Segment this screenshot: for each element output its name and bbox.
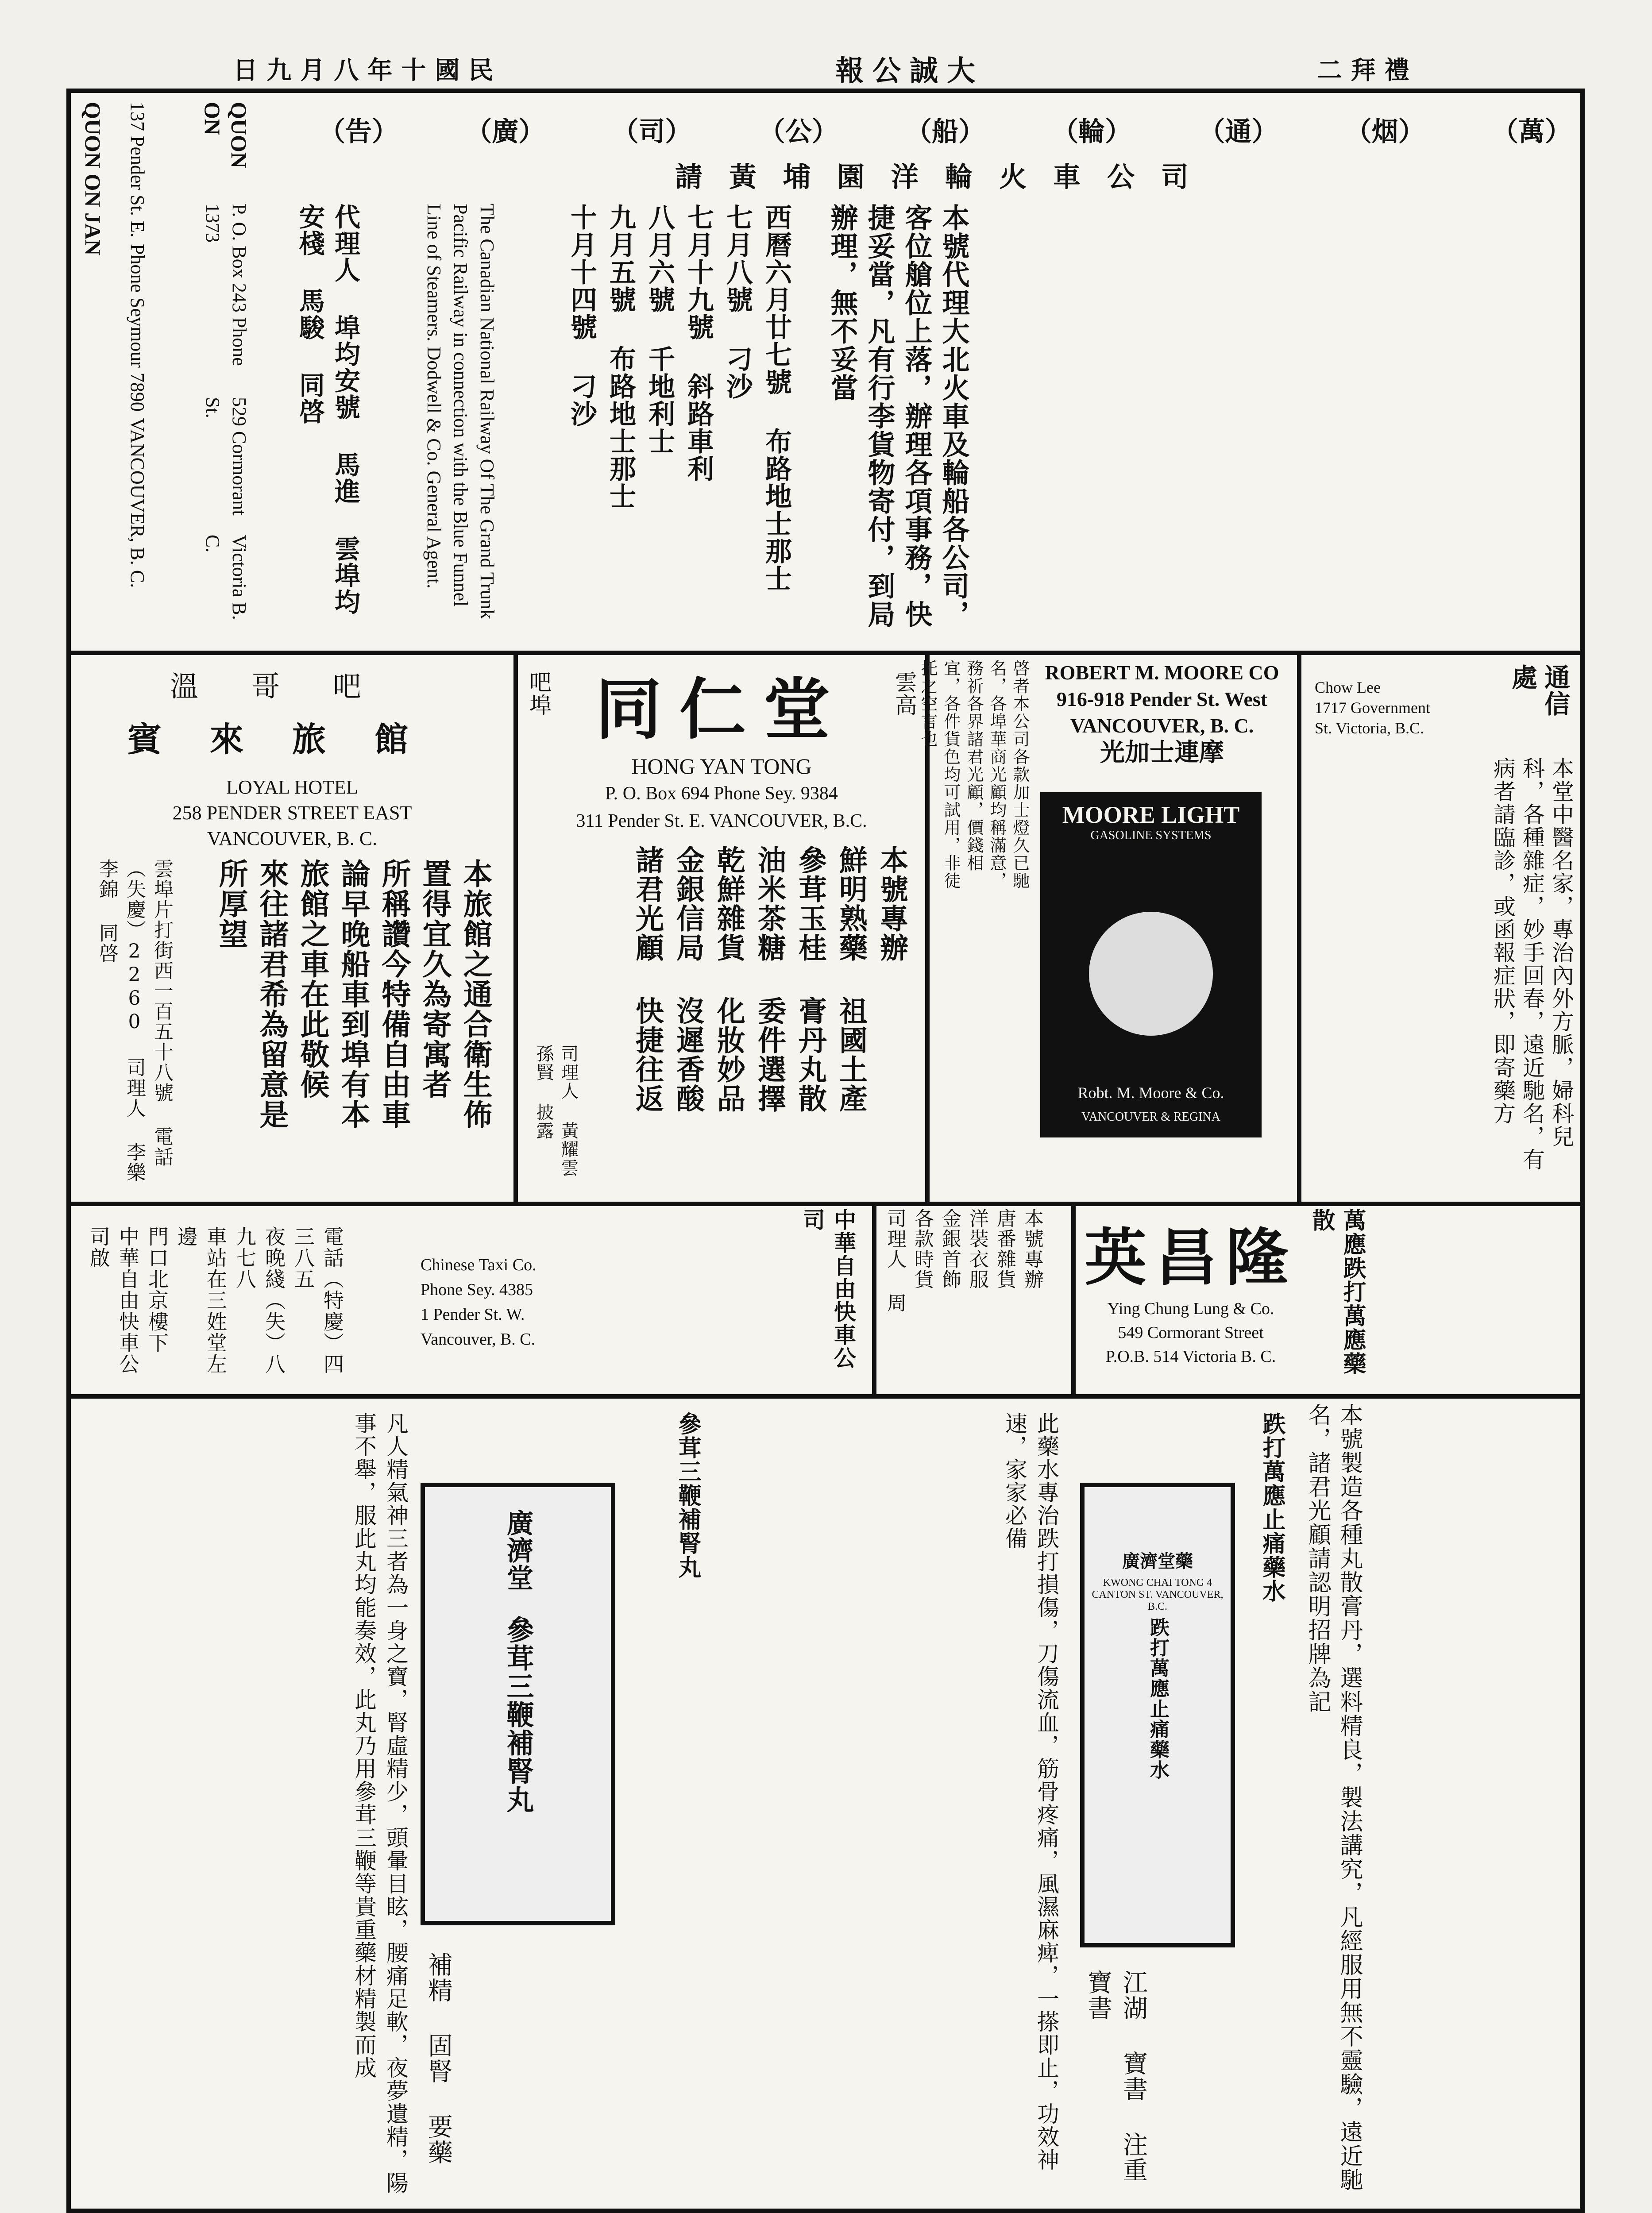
divider <box>1297 651 1301 1204</box>
taxi-city: Vancouver, B. C. <box>421 1330 536 1349</box>
taxi-line: 夜晚綫（失）八九七八 <box>233 1226 286 1375</box>
moore-city: VANCOUVER, B. C. <box>1070 714 1254 737</box>
loyal-line: 本旅館之通合衛生佈 <box>458 859 493 1130</box>
hong-yan-line: 諸君光顧 快捷往返 <box>631 845 664 1113</box>
taxi-line: 電話（特慶）四三八五 <box>291 1226 344 1375</box>
pill-box-package <box>421 1483 615 1925</box>
hong-yan-side-r: 雲高 <box>891 671 917 717</box>
agent-sign: 同啓 <box>295 372 325 425</box>
loyal-line: 論早晚船車到埠有本 <box>336 859 371 1130</box>
ying-chung-lung-ad <box>1080 1208 1301 1390</box>
hong-yan-line: 參茸玉桂 膏丹丸散 <box>794 845 827 1113</box>
quon-on-notice-row <box>319 111 1571 150</box>
quon-on-phone: Phone Seymour 7890 <box>127 243 148 412</box>
chinese-taxi-ad <box>75 1208 868 1390</box>
hong-yan-line: 金銀信局 沒遲香酸 <box>672 845 705 1113</box>
ying-line: 司理人 周 <box>884 1208 906 1313</box>
masthead-day: 二拜禮 <box>1317 56 1418 85</box>
tung-shun-en: Chow Lee <box>1315 679 1381 696</box>
quon-on-jan-name: QUON ON JAN <box>81 102 105 256</box>
ying-line: 各款時貨 <box>911 1208 934 1290</box>
taxi-en-name: Chinese Taxi Co. <box>421 1256 537 1274</box>
ship-schedule-row: 十月十四號 刁沙 <box>566 204 597 428</box>
ying-pobox: P.O.B. 514 Victoria B. C. <box>1105 1347 1276 1366</box>
quon-on-body-text: 本號代理大北火車及輪船各公司，客位艙位上落，辦理各項事務，快捷妥當，凡有行李貨物寄付，到局辦理，無不妥當 <box>826 204 970 628</box>
ship-schedule-row: 七月八號 刁沙 <box>722 204 753 400</box>
notice-bracket: （輪） <box>1052 116 1132 147</box>
hong-yan-cn-name: 同仁堂 <box>595 671 848 748</box>
ship-schedule-row: 七月十九號 斜路車利 <box>683 204 714 482</box>
medicine-mid-body: 此藥水專治跌打損傷，刀傷流血，筋骨疼痛，風濕麻痺，一搽即止，功效神速，家家必備 <box>1002 1412 1059 2171</box>
hong-yan-line: 乾鮮雜貨 化妝妙品 <box>712 845 745 1113</box>
divider <box>71 1394 1580 1399</box>
bottle-name: 跌打萬應止痛藥水 <box>1146 1617 1169 1780</box>
notice-bracket: （烟） <box>1345 116 1425 147</box>
ying-addr: 549 Cormorant Street <box>1118 1323 1264 1342</box>
loyal-addr: 258 PENDER STREET EAST <box>172 802 412 824</box>
quon-on-pobox: P. O. Box 243 Phone 1373 <box>202 203 250 366</box>
tung-shun-name: 通信處 <box>1507 664 1570 717</box>
notice-bracket: （廣） <box>465 116 545 147</box>
masthead-title: 報公誠大 <box>835 54 984 88</box>
ying-cn-name: 英昌隆 <box>1084 1222 1297 1294</box>
ying-en-name: Ying Chung Lung & Co. <box>1107 1299 1274 1318</box>
loyal-phone-cn: 電話（失慶）2260 <box>123 859 173 1167</box>
loyal-cn-top: 溫哥吧 <box>170 671 414 703</box>
quon-on-body <box>823 204 1571 637</box>
pill-box-top: 廣濟堂 <box>502 1509 533 1592</box>
medicine-bottle-package <box>1080 1483 1235 1947</box>
loyal-line: 置得宜久為寄寓者 <box>417 859 452 1099</box>
ship-schedule <box>562 204 810 637</box>
quon-on-city: VANCOUVER, B. C. <box>127 417 148 588</box>
moore-ad-city: VANCOUVER & REGINA <box>1081 1110 1220 1124</box>
hong-yan-line: 油米茶糖 委件選擇 <box>753 845 786 1113</box>
hong-yan-pobox: P. O. Box 694 Phone Sey. 9384 <box>605 783 838 804</box>
medicine-right-header <box>1306 1208 1580 1390</box>
quon-on-addr2: 529 Cormorant St. <box>202 397 250 516</box>
moore-addr: 916-918 Pender St. West <box>1056 688 1268 710</box>
divider <box>71 1202 1580 1206</box>
hong-yan-line: 鮮明熟藥 祖國土產 <box>834 845 868 1113</box>
hong-yan-line: 本號專辦 <box>875 845 908 962</box>
taxi-line: 車站在三姓堂左邊 <box>174 1226 228 1375</box>
agent-line: 雲埠均安棧 馬駿 <box>295 204 360 615</box>
loyal-line: 來往諸君希為留意是 <box>255 859 289 1130</box>
ying-line: 唐番雜貨 <box>993 1208 1016 1290</box>
medicine-mid-title: 跌打萬應止痛藥水 <box>1258 1412 1285 1603</box>
divider <box>872 1202 876 1396</box>
ying-line: 洋裝衣服 <box>966 1208 988 1290</box>
medicine-mid-tagline: 江湖 寶書 注重 寶書 <box>1084 1970 1148 2183</box>
tung-shun-body: 本堂中醫名家，專治內外方脈，婦科兒科，各種雜症，妙手回春，遠近馳名，有病者請臨診，或函報症狀，即寄藥方 <box>1490 757 1574 1171</box>
moore-light-image <box>1040 792 1262 1137</box>
notice-bracket: （公） <box>758 116 838 147</box>
moore-ad-sub: GASOLINE SYSTEMS <box>1090 829 1212 842</box>
taxi-cn-title: 中華自由快車公司 <box>799 1208 857 1369</box>
moore-cn-title: 光加士連摩 <box>1100 738 1224 767</box>
hong-yan-side-l: 吧埠 <box>526 671 552 717</box>
notice-bracket: （通） <box>1198 116 1278 147</box>
quon-on-addr: 137 Pender St. E. <box>127 102 148 238</box>
medicine-left-body: 凡人精氣神三者為一身之寶，腎虛精少，頭暈目眩，腰痛足軟，夜夢遺精，陽事不舉，服此丸均能奏效，此丸乃用參茸三鞭等貴重藥材精製而成 <box>351 1412 409 2194</box>
hong-yan-addr: 311 Pender St. E. VANCOUVER, B.C. <box>576 811 867 831</box>
ying-line: 本號專辦 <box>1021 1208 1043 1290</box>
divider <box>71 651 1580 655</box>
notice-bracket: （萬） <box>1492 116 1571 147</box>
moore-ad-title: MOORE LIGHT <box>1062 802 1240 828</box>
divider <box>513 651 518 1204</box>
quon-on-agents <box>292 204 407 637</box>
loyal-line: 所稱讚今特備自由車 <box>377 859 411 1130</box>
quon-on-city2: Victoria B. C. <box>202 534 250 620</box>
bottle-en-label: KWONG CHAI TONG 4 CANTON ST. VANCOUVER, B.C. <box>1092 1577 1224 1612</box>
taxi-phone: Phone Sey. 4385 <box>421 1280 533 1299</box>
ying-chung-lung-body <box>881 1208 1076 1390</box>
masthead-date: 日九月八年十國民 <box>233 56 502 85</box>
medicine-right-ad <box>1301 1403 1580 2204</box>
tung-shun-ad <box>1306 659 1580 1197</box>
divider <box>71 2209 1580 2213</box>
railway-text: The Canadian National Railway Of The Grand Trunk Pacific Railway in connection with the Blue Funnel Line of Steamers. Dodwell & Co. General Agent. <box>423 204 498 619</box>
medicine-left-title: 參茸三鞭補腎丸 <box>674 1412 701 1579</box>
loyal-en-name: LOYAL HOTEL <box>226 776 358 798</box>
masthead <box>66 53 1585 88</box>
bottle-top-label: 廣濟堂藥 <box>1122 1551 1193 1572</box>
quon-on-name: QUON ON <box>200 102 251 168</box>
loyal-addr-cn: 雲埠片打街西一百五十八號 <box>151 859 173 1103</box>
hong-yan-en-name: HONG YAN TONG <box>631 754 812 779</box>
moore-body: 啓者本公司各款加士燈久已馳名，各埠華商光顧均稱滿意，務祈各界諸君光顧，價錢相宜，各件貨色均可試用，非徒托之空言也 <box>918 659 1030 890</box>
notice-bracket: （船） <box>905 116 985 147</box>
moore-ad-co: Robt. M. Moore & Co. <box>1077 1084 1224 1102</box>
hong-yan-manager: 司理人 黃耀雲 孫賢 披露 <box>533 1045 579 1177</box>
pill-box-name: 參茸三鞭補腎丸 <box>502 1615 534 1814</box>
newspaper-page <box>66 89 1585 2213</box>
loyal-city: VANCOUVER, B. C. <box>207 828 378 849</box>
medicine-left-tagline: 補精 固腎 要藥 <box>424 1952 453 2165</box>
agent-line: 埠均安號 馬進 <box>330 314 360 505</box>
loyal-cn-name: 賓來旅館 <box>127 720 457 759</box>
loyal-line: 旅館之車在此敬候 <box>295 859 330 1099</box>
moore-name: ROBERT M. MOORE CO <box>1045 661 1279 684</box>
notice-bracket: （告） <box>319 116 398 147</box>
ship-schedule-row: 八月六號 千地利士 <box>644 204 675 455</box>
medicine-right-body: 本號製造各種丸散膏丹，選料精良，製法講究，凡經服用無不靈驗，遠近馳名，諸君光顧請認明招牌為記 <box>1304 1403 1363 2192</box>
tung-shun-addr: 1717 Government St. Victoria, B.C. <box>1315 699 1430 737</box>
taxi-line: 門口北京樓下 <box>145 1226 169 1353</box>
ship-schedule-row: 西曆六月廿七號 布路地士那士 <box>761 204 792 592</box>
robert-moore-ad <box>918 659 1293 1197</box>
notice-bracket: （司） <box>612 116 692 147</box>
ying-line: 金銀首飾 <box>938 1208 961 1290</box>
ship-schedule-row: 九月五號 布路地士那士 <box>605 204 636 510</box>
hong-yan-tong-ad <box>522 659 921 1197</box>
medicine-right-header-text: 萬應跌打萬應藥散 <box>1308 1208 1366 1376</box>
loyal-manager-cn: 司理人 李樂 李錦 同啓 <box>96 859 146 1183</box>
loyal-line: 所厚望 <box>214 859 248 949</box>
lamp-face-illustration <box>1089 912 1213 1036</box>
loyal-hotel-ad <box>75 659 509 1197</box>
medicine-left-ad <box>75 1403 713 2204</box>
railway-notice <box>421 204 553 637</box>
taxi-addr: 1 Pender St. W. <box>421 1305 525 1324</box>
medicine-mid-ad <box>717 1403 1297 2204</box>
quon-on-headline: 請黃埔園洋輪火車公司 <box>675 161 1215 193</box>
taxi-line: 中華自由快車公司啟 <box>87 1226 140 1375</box>
agent-title: 代理人 <box>330 204 360 283</box>
